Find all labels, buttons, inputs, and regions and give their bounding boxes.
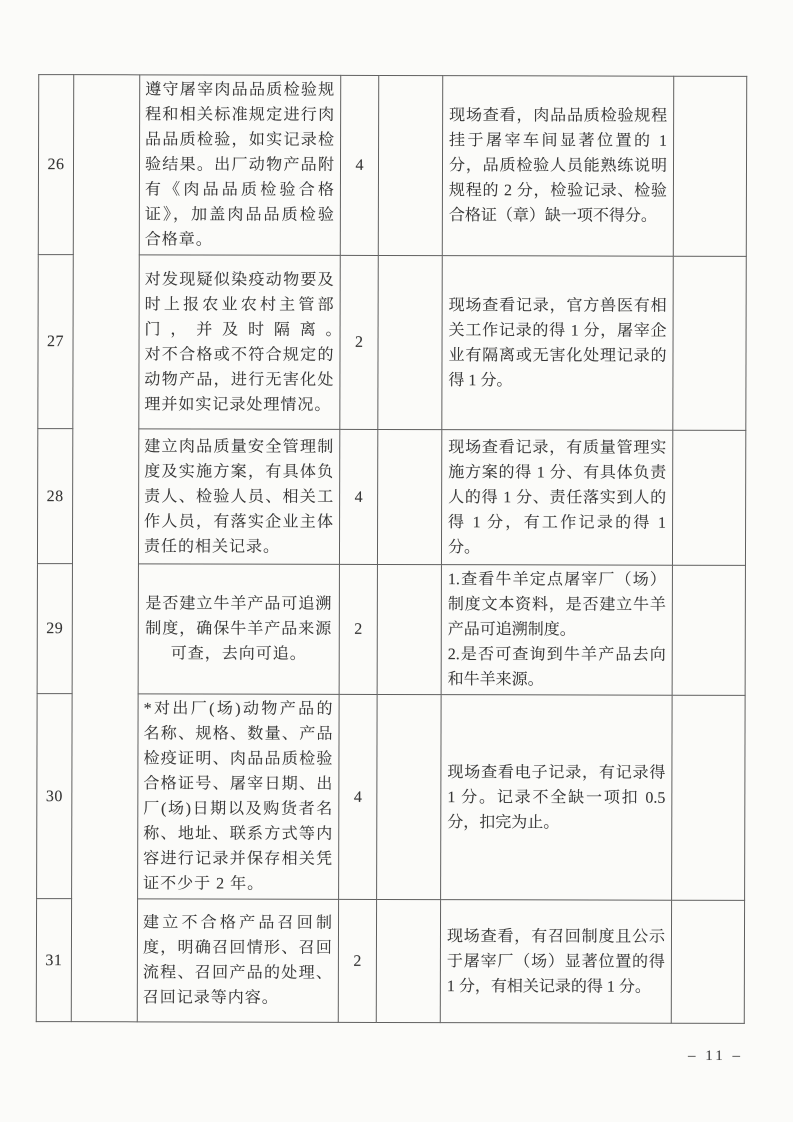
score-cell: 2 <box>338 899 376 1022</box>
method-cell: 1.查看牛羊定点屠宰厂（场）制度文本资料，是否建立牛羊产品可追溯制度。 2.是否可查询到牛羊产品去向和牛羊来源。 <box>441 565 672 696</box>
result-cell <box>672 430 745 565</box>
result-cell <box>671 900 744 1023</box>
row-number-cell: 30 <box>37 694 73 899</box>
blank-cell <box>377 429 441 564</box>
table-row <box>38 255 746 431</box>
criteria-cell: *对出厂(场)动物产品的名称、规格、数量、产品检疫证明、肉品品质检验合格证号、屠宰日期、出厂(场)日期以及购货者名称、地址、联系方式等内容进行记录并保存相关凭证不少于 2 年。 <box>138 694 340 900</box>
blank-cell <box>378 255 442 429</box>
table-row <box>38 75 746 257</box>
criteria-cell: 是否建立牛羊产品可追溯制度，确保牛羊产品来源可查，去向可追。 <box>138 564 339 695</box>
score-cell: 2 <box>340 255 378 429</box>
table-row <box>37 694 746 901</box>
method-cell: 现场查看，肉品品质检验规程挂于屠宰车间显著位置的 1 分，品质检验人员能熟练说明规程的 2 分，检验记录、检验合格证（章）缺一项不得分。 <box>442 76 673 257</box>
result-cell <box>672 565 745 695</box>
criteria-cell: 对发现疑似染疫动物要及时上报农业农村主管部门，并及时隔离。 对不合格或不符合规定的动物产品，进行无害化处理并如实记录处理情况。 <box>139 255 340 430</box>
row-number-cell: 28 <box>37 429 72 564</box>
blank-cell <box>377 564 441 694</box>
score-cell: 4 <box>339 429 377 564</box>
blank-cell <box>376 899 440 1022</box>
result-cell <box>672 695 746 900</box>
row-number-cell: 27 <box>38 255 73 429</box>
method-cell: 现场查看电子记录，有记录得 1 分。记录不全缺一项扣 0.5 分，扣完为止。 <box>441 695 673 901</box>
blank-cell <box>377 694 442 899</box>
score-cell: 2 <box>339 564 377 694</box>
criteria-cell: 建立不合格产品召回制度，明确召回情形、召回流程、召回产品的处理、召回记录等内容。 <box>137 899 338 1023</box>
method-cell: 现场查看，有召回制度且公示于屠宰厂（场）显著位置的得 1 分，有相关记录的得 1 分。 <box>440 900 671 1024</box>
result-cell <box>673 256 746 430</box>
row-number-cell: 31 <box>36 899 71 1022</box>
table-row <box>37 564 745 696</box>
inspection-score-table <box>36 74 747 1024</box>
row-number-cell: 26 <box>38 75 73 255</box>
method-cell: 现场查看记录，官方兽医有相关工作记录的得 1 分，屠宰企业有隔离或无害化处理记录的得 1 分。 <box>442 256 673 431</box>
category-merged-cell <box>71 75 139 1022</box>
criteria-cell: 遵守屠宰肉品品质检验规程和相关标准规定进行肉品品质检验，如实记录检验结果。出厂动物产品附有《肉品品质检验合格证》，加盖肉品品质检验合格章。 <box>139 75 340 256</box>
blank-cell <box>378 75 442 255</box>
row-number-cell: 29 <box>37 564 72 694</box>
page-number: – 11 – <box>688 1048 743 1064</box>
result-cell <box>673 76 746 256</box>
table-row <box>36 899 744 1024</box>
criteria-cell: 建立肉品质量安全管理制度及实施方案，有具体负责人、检验人员、相关工作人员，有落实企业主体责任的相关记录。 <box>138 429 339 565</box>
score-cell: 4 <box>339 694 378 899</box>
method-cell: 现场查看记录，有质量管理实施方案的得 1 分、有具体负责人的得 1 分、责任落实到人的得 1 分，有工作记录的得 1 分。 <box>441 430 672 566</box>
score-cell: 4 <box>340 75 378 255</box>
table-row <box>37 429 745 566</box>
